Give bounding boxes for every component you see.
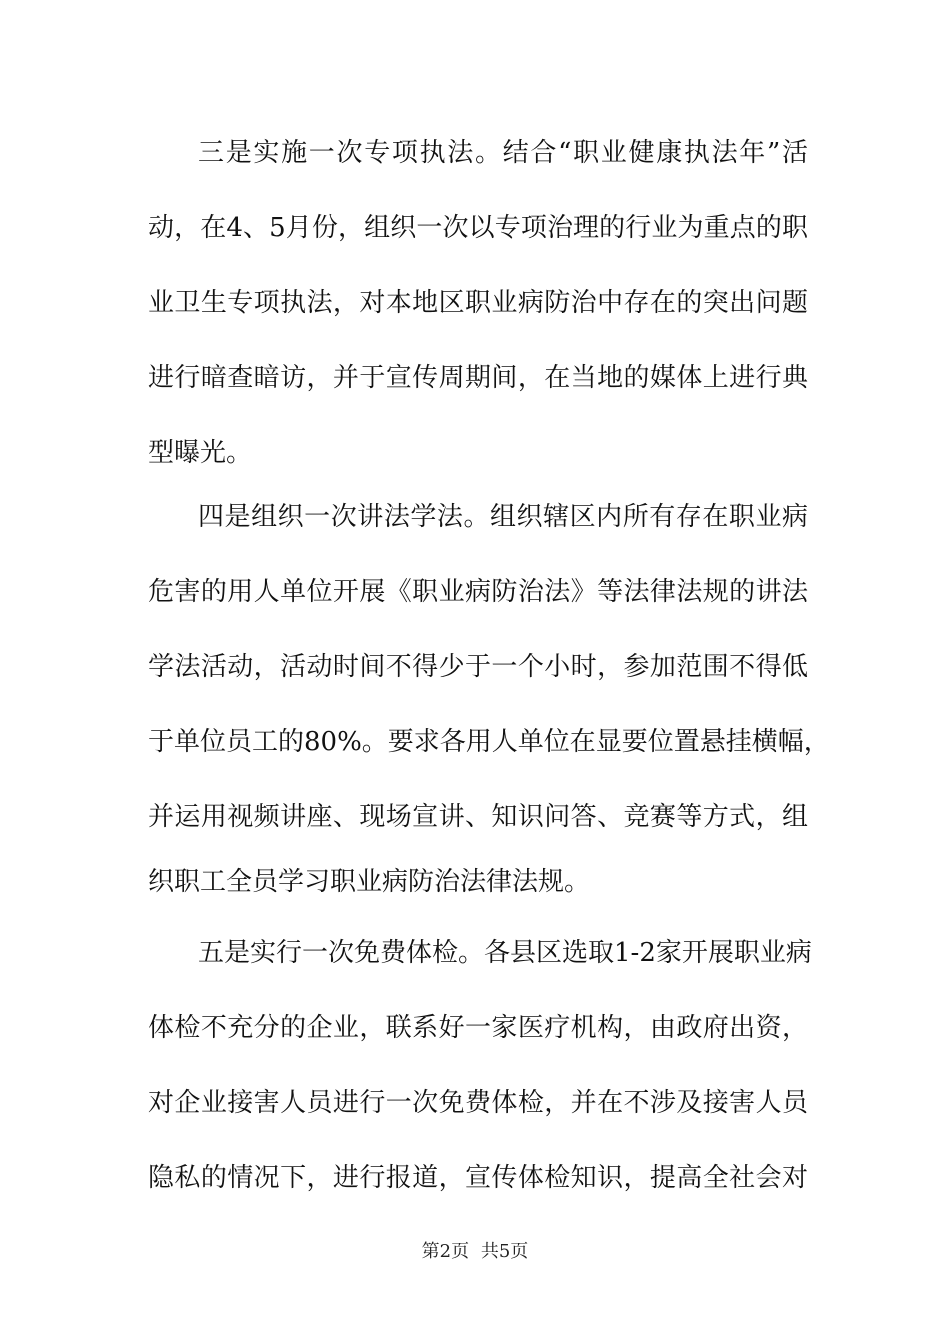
page-total: 共5页 <box>480 1241 529 1262</box>
paragraph-3-line-2: 体检不充分的企业，联系好一家医疗机构，由政府出资， <box>148 1013 808 1043</box>
paragraph-3-line-4: 隐私的情况下，进行报道，宣传体检知识，提高全社会对 <box>148 1163 808 1193</box>
page-number: 第2页 <box>421 1241 470 1262</box>
paragraph-3-line-3: 对企业接害人员进行一次免费体检，并在不涉及接害人员 <box>148 1088 808 1118</box>
paragraph-2-line-2: 危害的用人单位开展《职业病防治法》等法律法规的讲法 <box>148 577 808 607</box>
paragraph-2-line-3: 学法活动，活动时间不得少于一个小时，参加范围不得低 <box>148 652 808 682</box>
paragraph-2-line-5: 并运用视频讲座、现场宣讲、知识问答、竞赛等方式，组 <box>148 802 808 832</box>
paragraph-3-line-1: 五是实行一次免费体检。各县区选取1-2家开展职业病 <box>198 938 812 968</box>
paragraph-2-line-1: 四是组织一次讲法学法。组织辖区内所有存在职业病 <box>198 502 808 532</box>
page-footer <box>0 1238 950 1266</box>
paragraph-2-line-6: 织职工全员学习职业病防治法律法规。 <box>148 867 591 897</box>
paragraph-1-line-1: 三是实施一次专项执法。结合“职业健康执法年”活 <box>198 138 808 168</box>
paragraph-2-line-4: 于单位员工的80%。要求各用人单位在显要位置悬挂横幅， <box>148 727 830 757</box>
paragraph-1-line-3: 业卫生专项执法，对本地区职业病防治中存在的突出问题 <box>148 288 808 318</box>
paragraph-1-line-5: 型曝光。 <box>148 438 253 468</box>
paragraph-1-line-4: 进行暗查暗访，并于宣传周期间，在当地的媒体上进行典 <box>148 363 808 393</box>
paragraph-1-line-2: 动，在4、5月份，组织一次以专项治理的行业为重点的职 <box>148 213 808 243</box>
